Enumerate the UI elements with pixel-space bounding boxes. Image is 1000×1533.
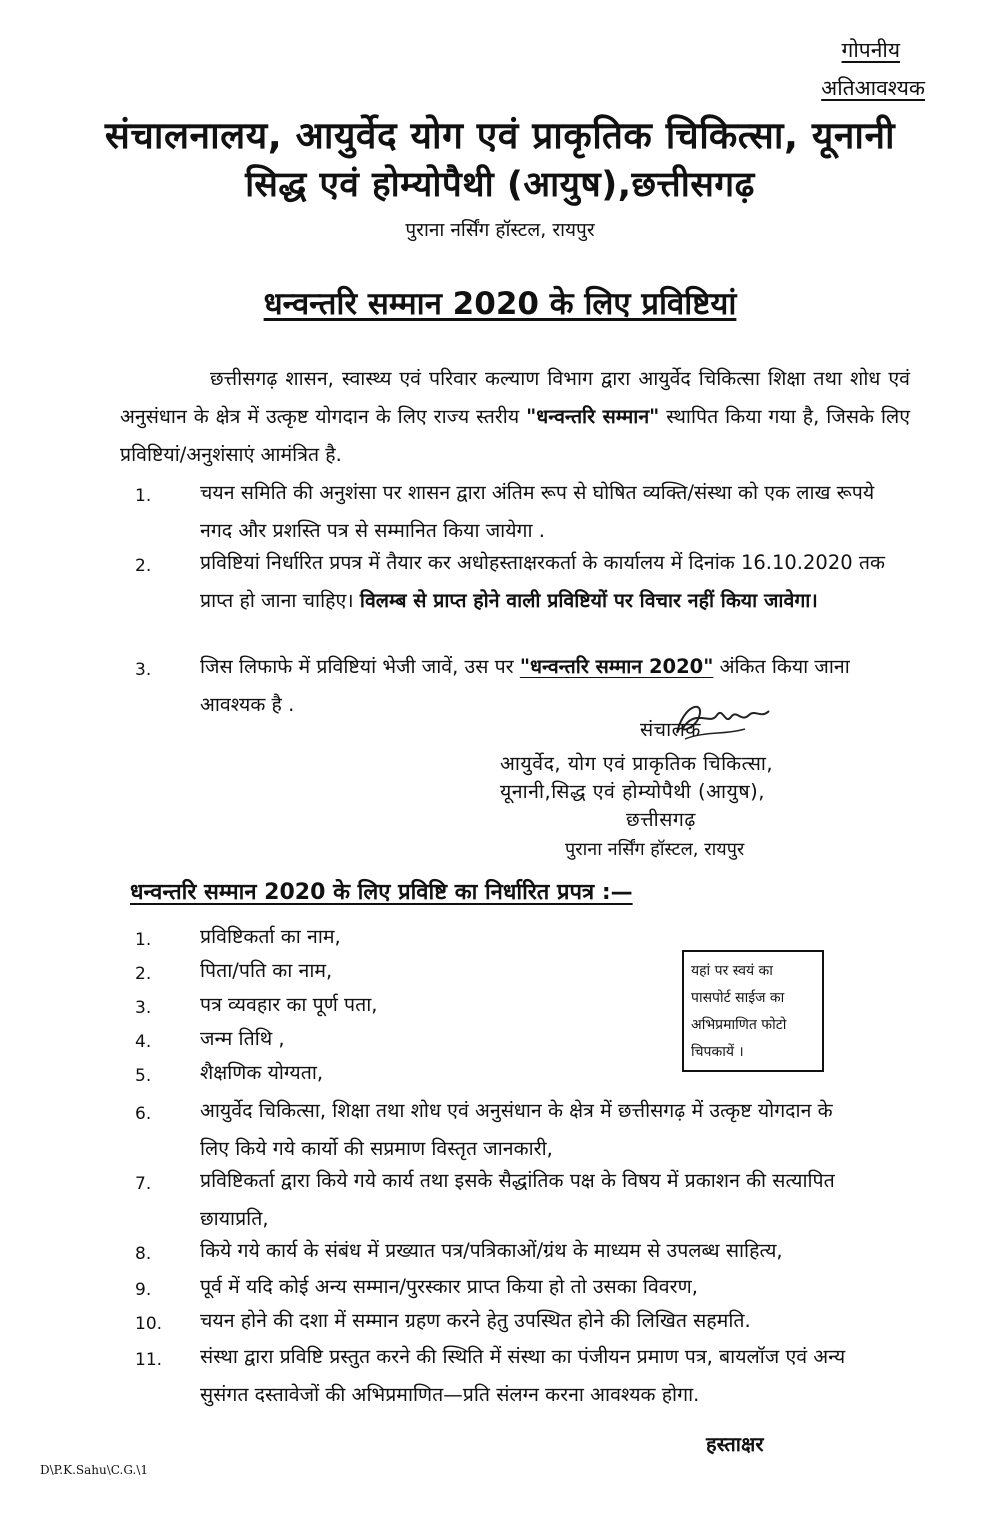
signature-label: हस्ताक्षर — [706, 1432, 764, 1456]
note-number-2: 2. — [135, 556, 152, 576]
confidential-mark: गोपनीय — [841, 38, 900, 62]
note-item-1: चयन समिति की अनुशंसा पर शासन द्वारा अंतिम रूप से घोषित व्यक्ति/संस्था को एक लाख रूपये नगद और प्रशस्ति पत्र से सम्मानित किया जायेगा . — [200, 481, 875, 542]
form-item-3: पत्र व्यवहार का पूर्ण पता, — [200, 993, 378, 1016]
form-number-8: 8. — [135, 1244, 152, 1264]
form-item-4: जन्म तिथि , — [200, 1027, 285, 1050]
form-number-10: 10. — [135, 1314, 163, 1334]
form-item-6: आयुर्वेद चिकित्सा, शिक्षा तथा शोध एवं अनुसंधान के क्षेत्र में छत्तीसगढ़ में उत्कृष्ट योगदान के लिए किये गये कार्यो की सप्रमाण विस्तृत जानकारी, — [200, 1099, 833, 1160]
form-number-11: 11. — [135, 1350, 163, 1370]
form-item-7: प्रविष्टिकर्ता द्वारा किये गये कार्य तथा इसके सैद्धांतिक पक्ष के विषय में प्रकाशन की सत्यापित छायाप्रति, — [200, 1169, 835, 1230]
note-2-warning: विलम्ब से प्राप्त होने वाली प्रविष्टियों पर विचार नहीं किया जावेगा। — [359, 589, 818, 612]
page-title: धन्वन्तरि सम्मान 2020 के लिए प्रविष्टियां — [263, 286, 737, 322]
signatory-line-3: छत्तीसगढ़ — [626, 808, 696, 831]
department-name-line1: संचालनालय, आयुर्वेद योग एवं प्राकृतिक चिकित्सा, यूनानी — [104, 114, 896, 157]
note-item-2 — [200, 544, 900, 620]
form-number-1: 1. — [135, 930, 152, 950]
note-number-3: 3. — [135, 660, 152, 680]
footer-file-path: D\P.K.Sahu\C.G.\1 — [40, 1463, 148, 1477]
photo-box-line-1: यहां पर स्वयं का — [691, 963, 773, 979]
form-item-11: संस्था द्वारा प्रविष्टि प्रस्तुत करने की स्थिति में संस्था का पंजीयन प्रमाण पत्र, बायलॉज एवं अन्य सुसंगत दस्तावेजों की अभिप्रमाणित—प्रति संलग्न करना आवश्यक होगा. — [200, 1345, 846, 1406]
signatory-line-1: आयुर्वेद, योग एवं प्राकृतिक चिकित्सा, — [500, 752, 774, 775]
signatory-address: पुराना नर्सिंग हॉस्टल, रायपुर — [565, 839, 745, 860]
form-item-8: किये गये कार्य के संबंध में प्रख्यात पत्र/पत्रिकाओं/ग्रंथ के माध्यम से उपलब्ध साहित्य, — [200, 1239, 783, 1262]
note-number-1: 1. — [135, 486, 152, 506]
signatory-title: संचालक — [640, 718, 701, 741]
note-2-text: प्रविष्टियां निर्धारित प्रपत्र में तैयार कर अधोहस्ताक्षरकर्ता के कार्यालय में दिनांक 16.10.2020 तक प्राप्त हो जाना चाहिए। — [200, 551, 885, 612]
urgent-mark: अतिआवश्यक — [821, 76, 925, 100]
form-number-7: 7. — [135, 1174, 152, 1194]
signatory-line-2: यूनानी,सिद्ध एवं होम्योपैथी (आयुष), — [500, 780, 765, 803]
intro-text-2: स्थापित किया गया है, जिसके लिए प्रविष्टियां/अनुशंसाएं आमंत्रित है. — [120, 405, 910, 466]
form-number-5: 5. — [135, 1066, 152, 1086]
form-number-2: 2. — [135, 964, 152, 984]
photo-box-line-2: पासपोर्ट साईज का — [691, 990, 785, 1006]
photo-placeholder-box — [682, 950, 824, 1072]
form-item-5: शैक्षणिक योग्यता, — [200, 1061, 324, 1084]
department-address: पुराना नर्सिंग हॉस्टल, रायपुर — [405, 219, 595, 241]
form-number-6: 6. — [135, 1104, 152, 1124]
form-title: धन्वन्तरि सम्मान 2020 के लिए प्रविष्टि का निर्धारित प्रपत्र :— — [130, 880, 633, 905]
intro-text-1: छत्तीसगढ़ शासन, स्वास्थ्य एवं परिवार कल्याण विभाग द्वारा आयुर्वेद चिकित्सा शिक्षा तथा शोध एवं अनुसंधान के क्षेत्र में उत्कृष्ट योगदान के लिए राज्य स्तरीय — [120, 367, 910, 428]
note-3-text-b: अंकित किया जाना आवश्यक है . — [200, 655, 850, 716]
photo-box-line-4: चिपकायें । — [691, 1044, 744, 1060]
note-3-text-a: जिस लिफाफे में प्रविष्टियां भेजी जावें, उस पर — [200, 655, 514, 678]
department-name-line2: सिद्ध एवं होम्योपैथी (आयुष),छत्तीसगढ़ — [245, 165, 755, 205]
note-item-3 — [200, 648, 900, 724]
note-3-envelope-label: "धन्वन्तरि सम्मान 2020" — [519, 655, 714, 678]
form-item-10: चयन होने की दशा में सम्मान ग्रहण करने हेतु उपस्थित होने की लिखित सहमति. — [200, 1309, 751, 1332]
form-number-3: 3. — [135, 998, 152, 1018]
form-item-9: पूर्व में यदि कोई अन्य सम्मान/पुरस्कार प्राप्त किया हो तो उसका विवरण, — [200, 1275, 698, 1298]
intro-award-name: "धन्वन्तरि सम्मान" — [526, 405, 660, 428]
intro-paragraph — [120, 360, 910, 474]
form-number-4: 4. — [135, 1032, 152, 1052]
form-item-2: पिता/पति का नाम, — [200, 959, 333, 982]
form-item-1: प्रविष्टिकर्ता का नाम, — [200, 925, 341, 948]
photo-box-line-3: अभिप्रमाणित फोटो — [691, 1017, 787, 1033]
form-number-9: 9. — [135, 1280, 152, 1300]
